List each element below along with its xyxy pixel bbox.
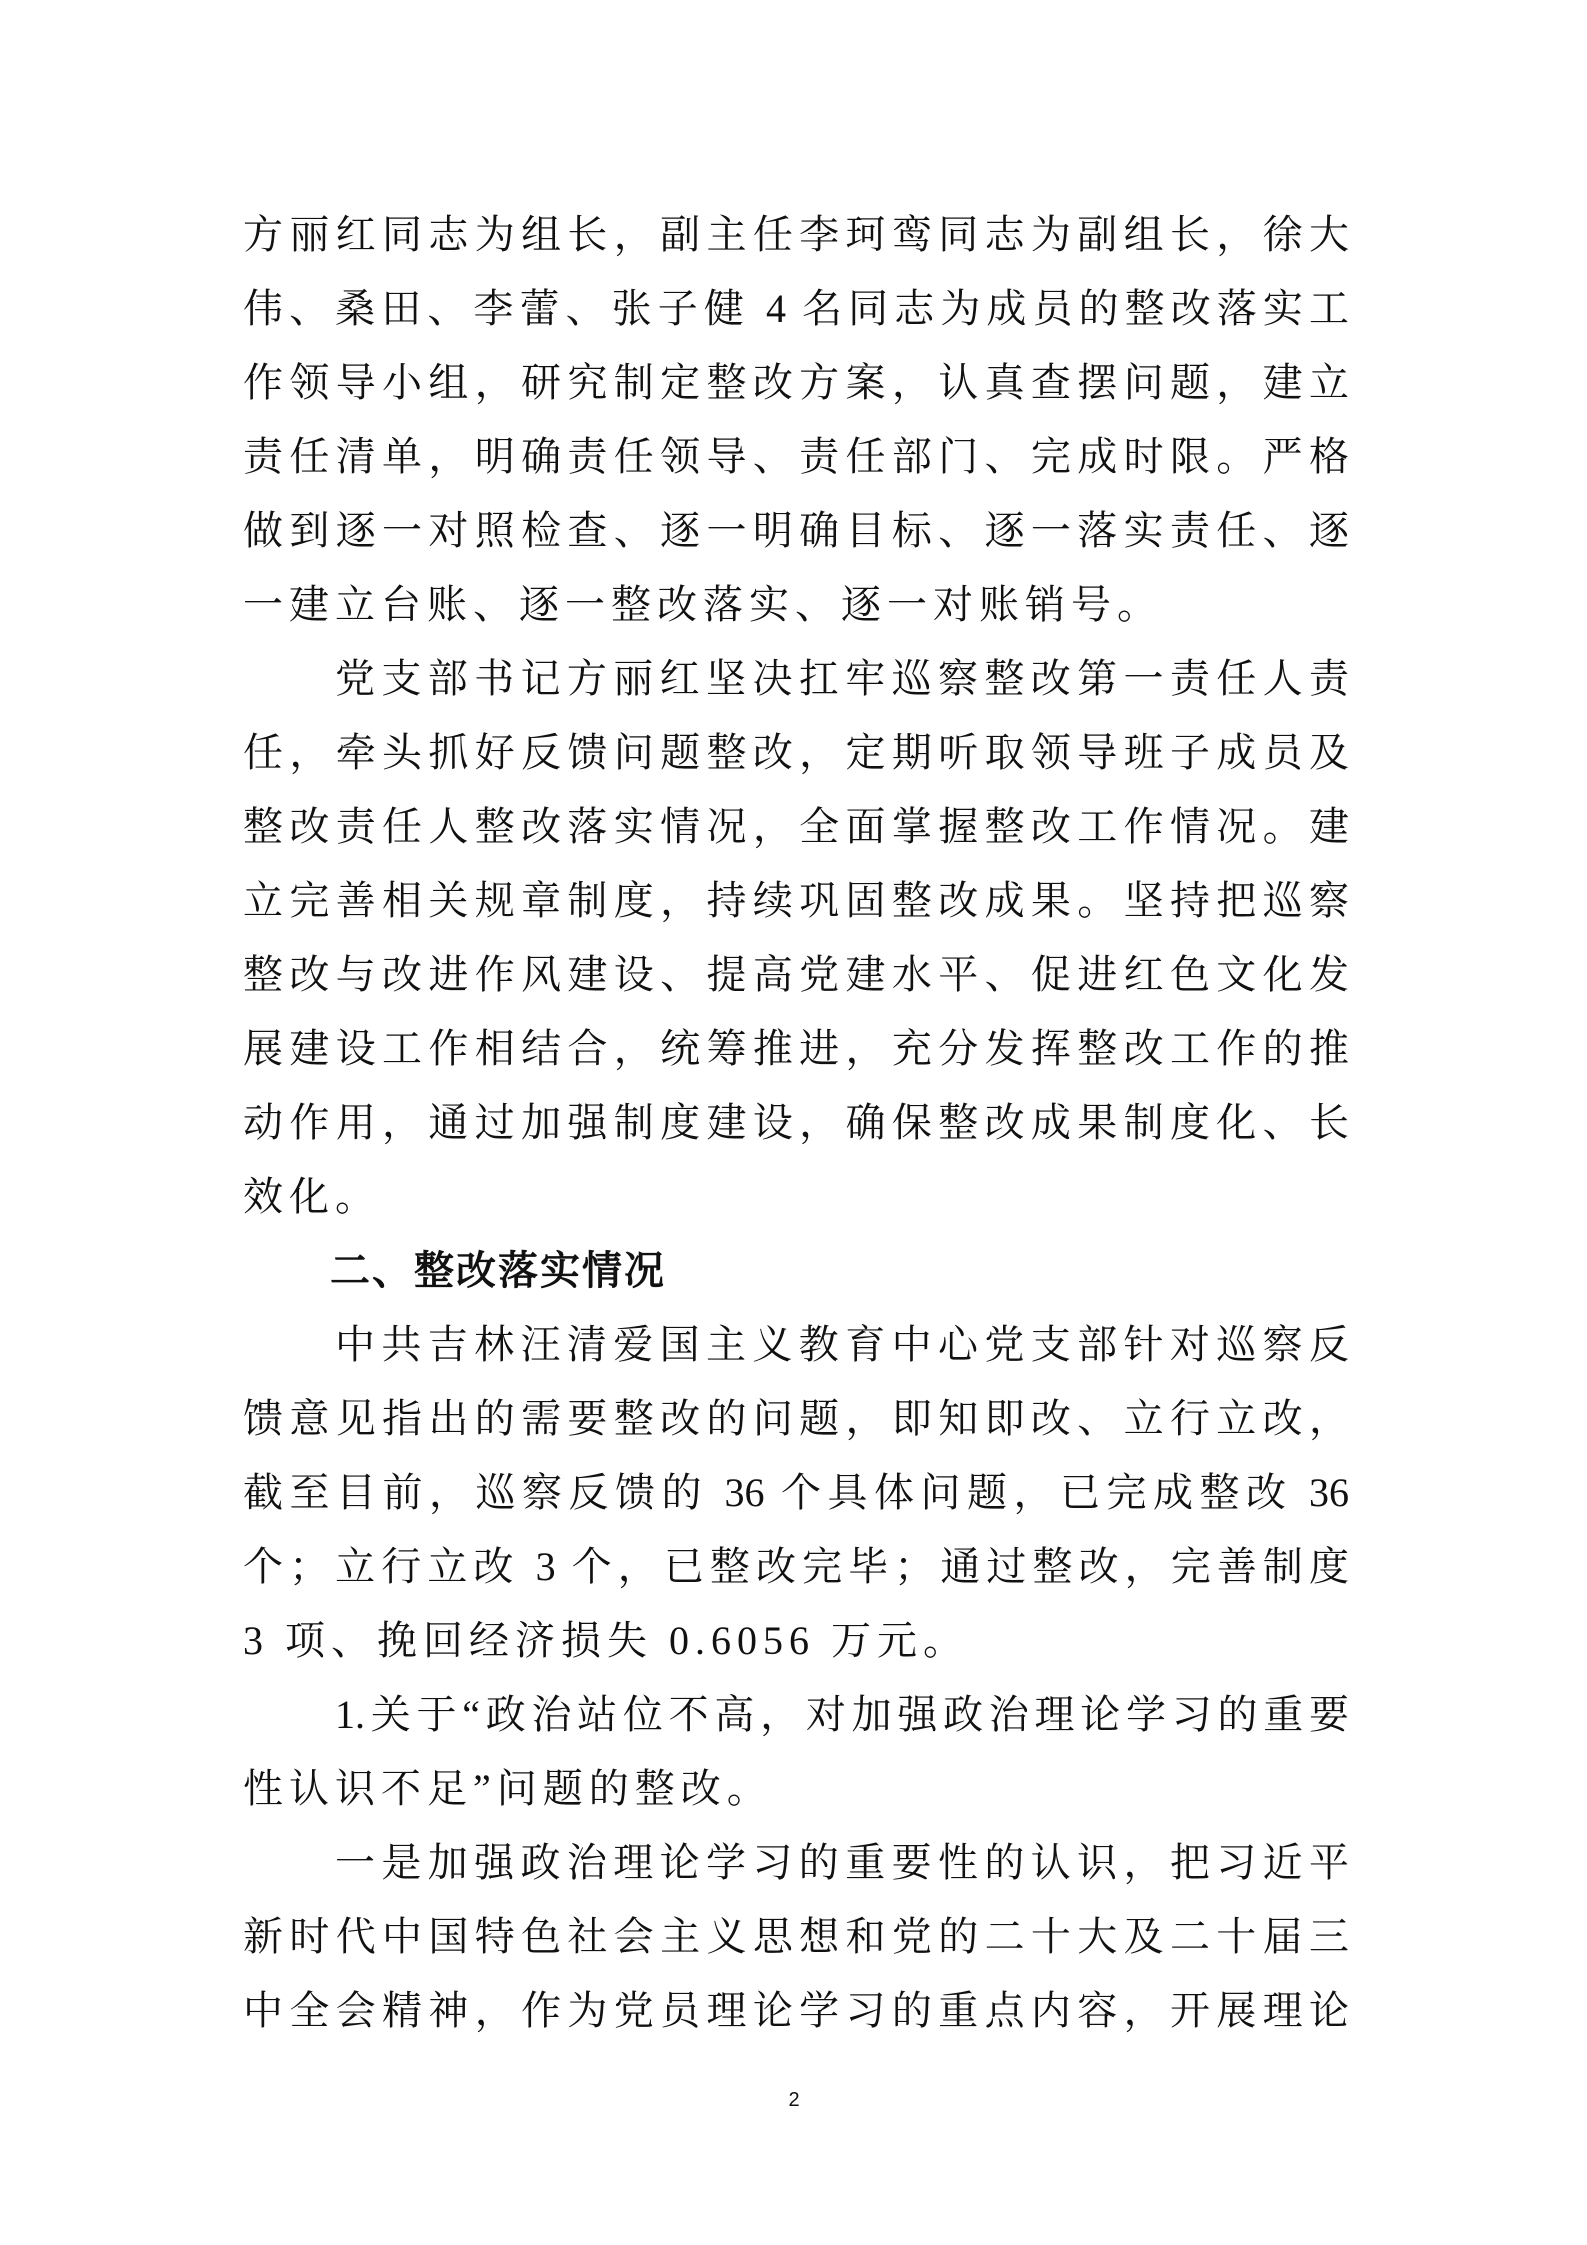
paragraph-first-line: 党支部书记方丽红坚决扛牢巡察整改第一责任人责 [335, 656, 1349, 701]
body-line: 中全会精神，作为党员理论学习的重点内容，开展理论 [243, 1988, 1349, 2033]
body-line: 个；立行立改 3 个，已整改完毕；通过整改，完善制度 [243, 1544, 1349, 1589]
body-line: 伟、桑田、李蕾、张子健 4 名同志为成员的整改落实工 [243, 286, 1349, 331]
body-line: 动作用，通过加强制度建设，确保整改成果制度化、长 [243, 1100, 1349, 1145]
body-line: 任，牵头抓好反馈问题整改，定期听取领导班子成员及 [243, 730, 1349, 775]
body-line: 做到逐一对照检查、逐一明确目标、逐一落实责任、逐 [243, 508, 1349, 553]
body-line-paragraph-end: 效化。 [243, 1174, 381, 1219]
subsection-title-end: 性认识不足”问题的整改。 [243, 1766, 773, 1811]
body-line: 新时代中国特色社会主义思想和党的二十大及二十届三 [243, 1914, 1349, 1959]
subsection-title-line: 1.关于“政治站位不高，对加强政治理论学习的重要 [335, 1692, 1349, 1737]
body-line: 整改责任人整改落实情况，全面掌握整改工作情况。建 [243, 804, 1349, 849]
paragraph-first-line: 中共吉林汪清爱国主义教育中心党支部针对巡察反 [335, 1322, 1349, 1367]
body-line: 截至目前，巡察反馈的 36 个具体问题，已完成整改 36 [243, 1470, 1349, 1515]
document-body [243, 198, 1349, 2048]
body-line: 馈意见指出的需要整改的问题，即知即改、立行立改， [243, 1396, 1349, 1441]
body-line: 方丽红同志为组长，副主任李珂鸾同志为副组长，徐大 [243, 212, 1349, 257]
section-heading: 二、整改落实情况 [330, 1248, 666, 1294]
body-line: 整改与改进作风建设、提高党建水平、促进红色文化发 [243, 952, 1349, 997]
body-line: 展建设工作相结合，统筹推进，充分发挥整改工作的推 [243, 1026, 1349, 1071]
body-line: 作领导小组，研究制定整改方案，认真查摆问题，建立 [243, 360, 1349, 405]
body-line-paragraph-end: 一建立台账、逐一整改落实、逐一对账销号。 [243, 582, 1163, 627]
paragraph-first-line: 一是加强政治理论学习的重要性的认识，把习近平 [335, 1840, 1349, 1885]
body-line: 立完善相关规章制度，持续巩固整改成果。坚持把巡察 [243, 878, 1349, 923]
body-line-paragraph-end: 3 项、挽回经济损失 0.6056 万元。 [243, 1618, 969, 1663]
body-line: 责任清单，明确责任领导、责任部门、完成时限。严格 [243, 434, 1349, 479]
page-number: 2 [788, 2089, 800, 2111]
